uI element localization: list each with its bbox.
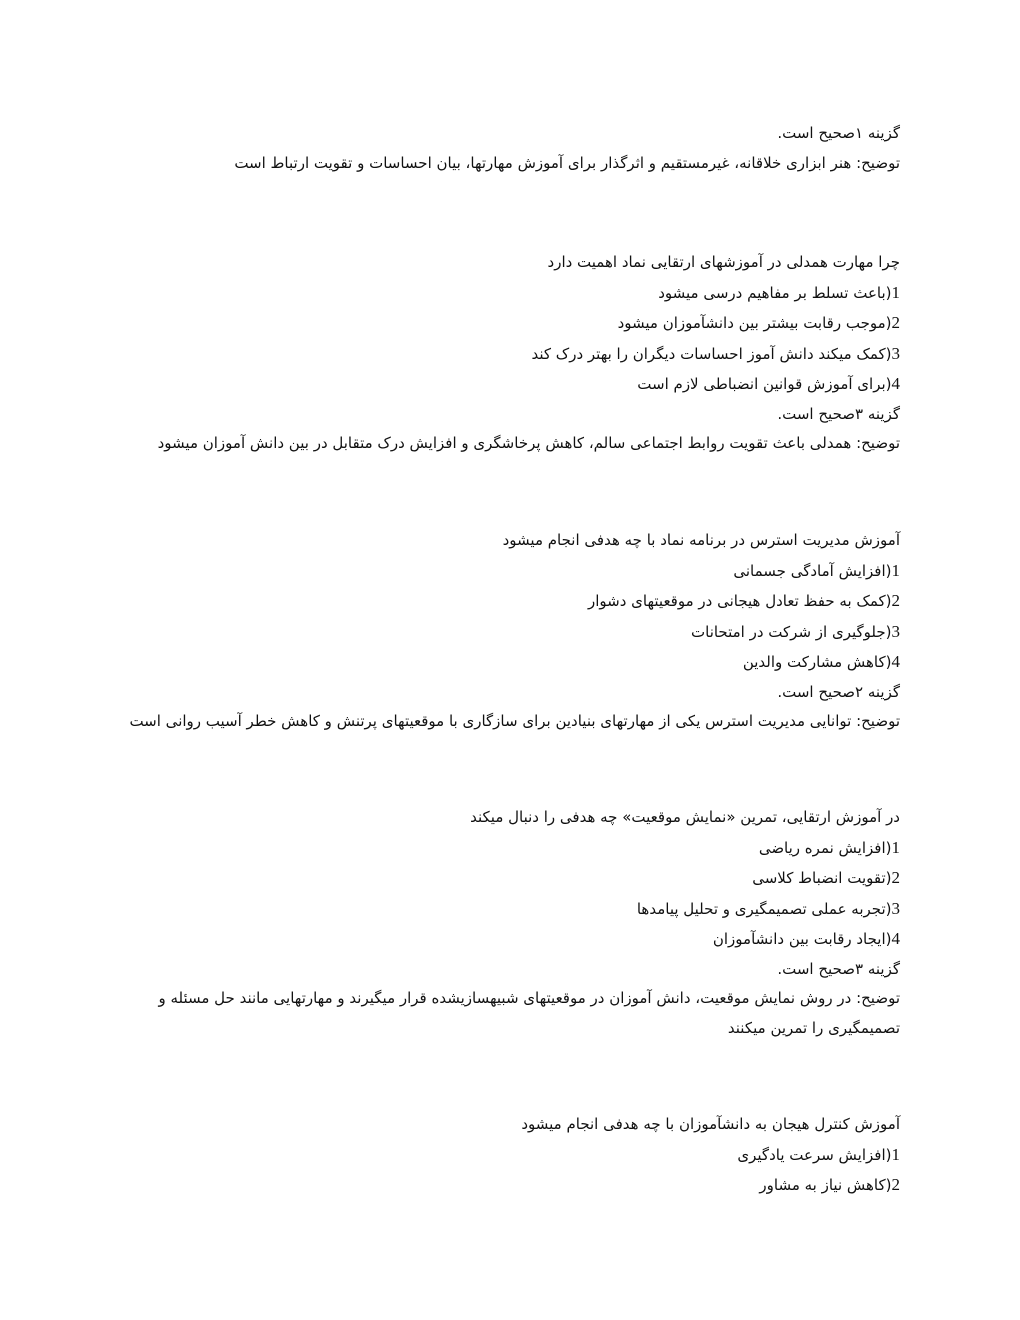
question-text: در آموزش ارتقایی، تمرین «نمایش موقعیت» چه هدفی را دنبال میکند [470,808,900,826]
question-text: آموزش مدیریت استرس در برنامه نماد با چه هدفی انجام میشود [502,531,900,549]
question-block-3 [120,526,900,737]
answer-line: گزینه ۳صحیح است. [777,959,900,978]
option-1: 1(افزایش آمادگی جسمانی [733,560,900,580]
option-2: 2(کاهش نیاز به مشاور [759,1175,900,1194]
option-1: 1(افزایش سرعت یادگیری [737,1144,900,1164]
question-block-5 [120,1110,900,1201]
explanation-line-2: تصمیمگیری را تمرین میکنند [727,1018,900,1037]
answer-line: گزینه ۳صحیح است. [777,404,900,423]
option-4: 4(برای آموزش قوانین انضباطی لازم است [637,374,900,393]
option-3: 3(تجربه عملی تصمیمگیری و تحلیل پیامدها [636,898,900,918]
option-1: 1(افزایش نمره ریاضی [758,837,900,857]
question-block-4 [120,803,900,1043]
option-2: 2(تقویت انضباط کلاسی [752,868,900,887]
explanation-line: توضیح: در روش نمایش موقعیت، دانش آموزان در موقعیتهای شبیهسازیشده قرار میگیرند و مهارتهایی مانند حل مسئله و [158,989,900,1007]
answer-line: گزینه ۲صحیح است. [777,682,900,701]
explanation-line: توضیح: هنر ابزاری خلاقانه، غیرمستقیم و اثرگذار برای آموزش مهارتها، بیان احساسات و تقویت ارتباط است [234,153,900,172]
option-4: 4(ایجاد رقابت بین دانشآموزان [712,929,900,948]
explanation-line: توضیح: همدلی باعث تقویت روابط اجتماعی سالم، کاهش پرخاشگری و افزایش درک متقابل در بین دانش آموزان میشود [157,434,900,452]
option-1: 1(باعث تسلط بر مفاهیم درسی میشود [658,282,900,302]
option-2: 2(موجب رقابت بیشتر بین دانشآموزان میشود [617,313,900,332]
option-3: 3(جلوگیری از شرکت در امتحانات [691,621,900,641]
question-text: آموزش کنترل هیجان به دانشآموزان با چه هدفی انجام میشود [521,1115,900,1133]
explanation-line: توضیح: توانایی مدیریت استرس یکی از مهارتهای بنیادین برای سازگاری با موقعیتهای پرتنش و کاهش خطر آسیب روانی است [129,712,900,730]
option-3: 3(کمک میکند دانش آموز احساسات دیگران را بهتر درک کند [531,343,900,363]
answer-line: گزینه ۱صحیح است. [777,124,900,142]
question-block-1 [120,119,900,178]
question-text: چرا مهارت همدلی در آموزشهای ارتقایی نماد اهمیت دارد [547,253,900,271]
option-2: 2(کمک به حفظ تعادل هیجانی در موقعیتهای دشوار [587,591,900,610]
option-4: 4(کاهش مشارکت والدین [742,652,900,671]
question-block-2 [120,248,900,459]
